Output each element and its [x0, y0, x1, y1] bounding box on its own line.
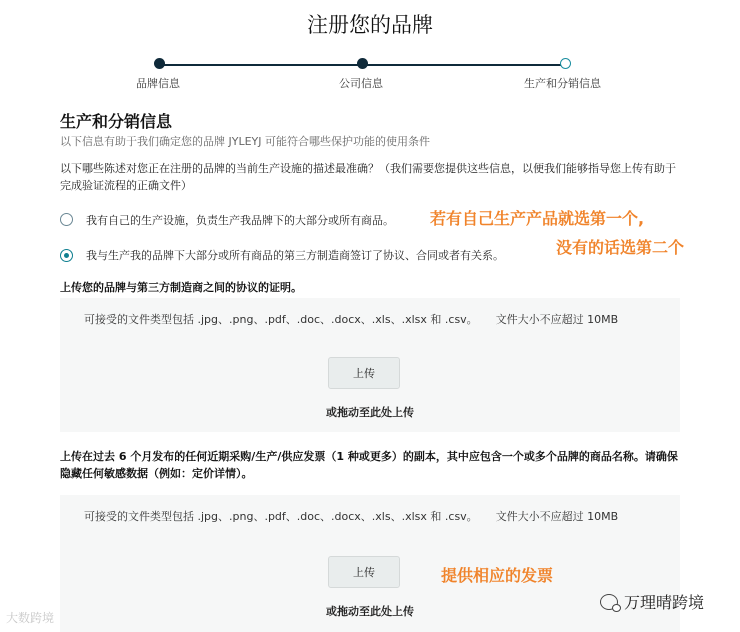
- step-3-dot: [560, 58, 571, 69]
- radio-own-facility[interactable]: [60, 213, 73, 226]
- upload-invoice-filetypes: [84, 508, 618, 524]
- annotation-note-3: 提供相应的发票: [441, 566, 554, 585]
- upload-agreement-drag-text: 或拖动至此处上传: [326, 406, 414, 419]
- filesize-text: 文件大小不应超过 10MB: [495, 313, 619, 326]
- step-1-dot: [154, 58, 165, 69]
- page-title: 注册您的品牌: [307, 13, 433, 37]
- upload-invoice-drag-text: 或拖动至此处上传: [326, 605, 414, 618]
- step-1-label: 品牌信息: [136, 77, 180, 90]
- upload-invoice-button[interactable]: 上传: [328, 556, 400, 588]
- upload-agreement-filetypes: [84, 311, 618, 327]
- filesize-text: 文件大小不应超过 10MB: [495, 510, 619, 523]
- option-own-facility-label[interactable]: 我有自己的生产设施，负责生产我品牌下的大部分或所有商品。: [86, 214, 394, 227]
- section-subtitle: 以下信息有助于我们确定您的品牌 JYLEYJ 可能符合哪些保护功能的使用条件: [60, 135, 430, 148]
- step-2-dot: [357, 58, 368, 69]
- watermark-right: [600, 590, 704, 613]
- section-title: 生产和分销信息: [60, 112, 173, 131]
- radio-third-party[interactable]: [60, 249, 73, 262]
- upload-agreement-heading: 上传您的品牌与第三方制造商之间的协议的证明。: [60, 281, 302, 294]
- upload-agreement-button[interactable]: 上传: [328, 357, 400, 389]
- wechat-icon: [600, 594, 618, 610]
- upload-invoice-heading: 上传在过去 6 个月发布的任何近期采购/生产/供应发票（1 种或更多）的副本，其中应包含一个或多个品牌的商品名称。请确保隐藏任何敏感数据（例如：定价详情）。: [60, 450, 678, 480]
- option-third-party-label[interactable]: 我与生产我的品牌下大部分或所有商品的第三方制造商签订了协议、合同或者有关系。: [86, 249, 504, 262]
- filetypes-text: 可接受的文件类型包括 .jpg、.png、.pdf、.doc、.docx、.xls、.xlsx 和 .csv。: [84, 313, 478, 326]
- annotation-note-1: 若有自己生产产品就选第一个,: [430, 209, 645, 228]
- upload-invoice-dropzone[interactable]: [60, 495, 680, 632]
- filetypes-text: 可接受的文件类型包括 .jpg、.png、.pdf、.doc、.docx、.xls、.xlsx 和 .csv。: [84, 510, 478, 523]
- watermark-left: 大数跨境: [6, 611, 55, 625]
- annotation-note-2: 没有的话选第二个: [556, 238, 685, 257]
- upload-agreement-dropzone[interactable]: [60, 298, 680, 432]
- watermark-right-text: 万理晴跨境: [624, 593, 705, 612]
- facility-question: 以下哪些陈述对您正在注册的品牌的当前生产设施的描述最准确？（我们需要您提供这些信息，以便我们能够指导您上传有助于完成验证流程的正确文件）: [60, 162, 676, 192]
- step-2-label: 公司信息: [339, 77, 383, 90]
- step-3-label: 生产和分销信息: [524, 77, 601, 90]
